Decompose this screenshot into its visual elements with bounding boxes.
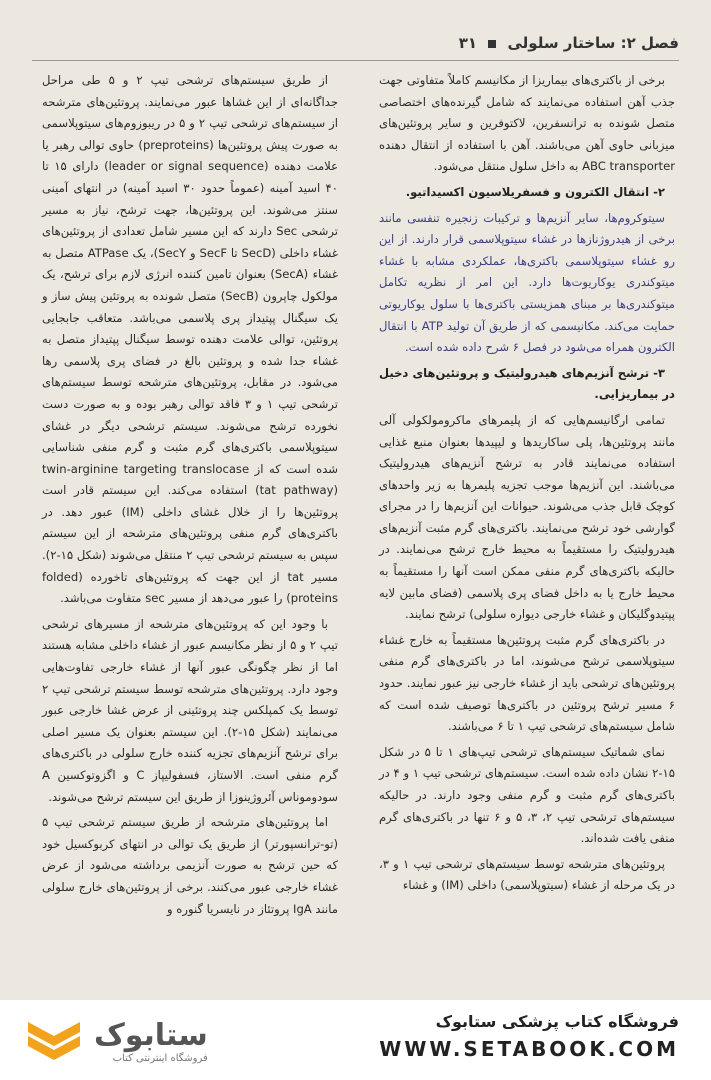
store-url-link[interactable]: WWW.SETABOOK.COM: [379, 1037, 679, 1061]
paragraph: نمای شماتیک سیستم‌های ترشحی تیپ‌های ۱ تا ۵ در شکل ۱۵-۲ نشان داده شده است. سیستم‌های ترشحی تیپ ۱ و ۴ در باکتری‌های گرم مثبت و گرم منفی وجود دارند. در حالیکه سیستم‌های ترشحی تیپ ۲، ۳، ۵ و ۶ تنها در باکتری‌های گرم منفی یافت شده‌اند.: [379, 744, 675, 846]
chevron-logo-icon: [24, 1018, 84, 1064]
header-rule: [32, 60, 679, 61]
store-info: [379, 1012, 679, 1061]
page-number: ۳۱: [458, 34, 478, 52]
setabook-logo[interactable]: [24, 1014, 274, 1068]
paragraph: برخی از باکتری‌های بیماریزا از مکانیسم کاملاً متفاوتی جهت جذب آهن استفاده می‌نمایند که شامل گیرنده‌های اختصاصی متصل شونده به ترانسفرین، لاکتوفرین و سایر پروتئین‌های میزبانی حاوی آهن می‌باشند. آهن با استفاده از انتقال دهنده ABC transporter به داخل سلول منتقل می‌شود.: [379, 73, 675, 174]
store-footer: [0, 1000, 711, 1080]
paragraph: پروتئین‌های مترشحه توسط سیستم‌های ترشحی تیپ ۱ و ۳، در یک مرحله از غشاء (سیتوپلاسمی) داخلی (IM) و غشاء: [379, 856, 675, 893]
logo-text: ستابوک: [94, 1018, 208, 1053]
page-header: [32, 28, 679, 58]
paragraph: اما پروتئین‌های مترشحه از طریق سیستم ترشحی تیپ ۵ (تو-ترانسپورتر) از طریق یک توالی در انتهای کربوکسیل خود که حین ترشح به صورت آنزیمی برداشته می‌شود از عرض غشاء خارجی عبور می‌کنند. برخی از پروتئین‌های خارج سلولی مانند IgA پروتئاز در نایسریا گنوره و: [42, 815, 338, 916]
right-column: [379, 70, 675, 901]
paragraph: تمامی ارگانیسم‌هایی که از پلیمرهای ماکرومولکولی آلی مانند پروتئین‌ها، پلی ساکاریدها و لیپیدها بعنوان منبع غذایی استفاده می‌نمایند قادر به ترشح آنزیم‌های هیدرولیتیک می‌باشند. این آنزیم‌ها موجب تجزیه پلیمرها به زیر واحدهای کوچک قابل جذب می‌شوند. حیوانات این آنزیم‌ها را در مجرای گوارشی خود ترشح می‌نمایند. باکتری‌های گرم مثبت آنزیم‌های هیدرولیتیک را مستقیماً به محیط خارج ترشح می‌نمایند. در حالیکه باکتری‌های گرم منفی ممکن است آنها را مستقیماً به محیط خارج یا به داخل فضای پری پلاسمی (فضای مابین لایه پپتیدوگلیکان و غشاء خارجی دیواره سلولی) ترشح نمایند.: [379, 412, 675, 622]
square-bullet-icon: [488, 40, 496, 48]
paragraph: از طریق سیستم‌های ترشحی تیپ ۲ و ۵ طی مراحل جداگانه‌ای از این غشاها عبور می‌نمایند. پروتئین‌های مترشحه از سیستم‌های ترشحی تیپ ۲ و ۵ در ریبوزوم‌های سیتوپلاسمی به صورت پیش پروتئین‌ها (preproteins) حاوی توالی رهبر یا علامت دهنده (leader or signal sequence) دارای ۱۵ تا ۴۰ اسید آمینه (عموماً حدود ۳۰ اسید آمینه) در انتهای آمینی سنتز می‌شوند. این پروتئین‌ها، جهت ترشح، نیاز به مسیر ترشحی Sec دارند که این مسیر شامل تعدادی از پروتئین‌های غشاء داخلی (SecD تا SecF و SecY)، یک ATPase متصل به غشاء (SecA) بعنوان تامین کننده انرژی لازم برای ترشح، یک مولکول چاپرون (SecB) متصل شونده به پروتئین پیش ساز و یک سیگنال پپتیداز پری پلاسمی می‌باشد. متعاقب جابجایی پروتئین، توالی علامت دهنده توسط سیگنال پپتیداز متصل به غشاء جدا شده و پروتئین بالغ در فضای پری پلاسمی رها می‌شود. در مقابل، پروتئین‌های مترشحه توسط سیستم‌های ترشحی تیپ ۱ و ۳ فاقد توالی رهبر بوده و به صورت دست نخورده ترشح می‌شوند. سیستم ترشحی دیگر در غشای سیتوپلاسمی باکتری‌های گرم مثبت و گرم منفی شناسایی شده است که از twin-arginine targeting translocase (tat pathway) استفاده می‌کند. این سیستم قادر است پروتئین‌ها را از خلال غشای داخلی (IM) عبور دهد. در باکتری‌های گرم منفی پروتئین‌های مترشحه از این سیستم سپس به سیستم ترشحی تیپ ۲ منتقل می‌شوند (شکل ۱۵-۲). مسیر tat از این جهت که پروتئین‌های تاخورده (folded proteins) را عبور می‌دهد از مسیر sec متفاوت می‌باشد.: [42, 73, 339, 606]
left-column: [42, 70, 338, 924]
section-heading: ۳- ترشح آنزیم‌های هیدرولیتیک و پروتئین‌های دخیل در بیماریزایی.: [379, 365, 675, 402]
store-title: فروشگاه کتاب پزشکی ستابوک: [435, 1012, 679, 1031]
chapter-label: فصل ۲: ساختار سلولی: [507, 34, 679, 52]
paragraph: در باکتری‌های گرم مثبت پروتئین‌ها مستقیماً به خارج غشاء سیتوپلاسمی ترشح می‌شوند، اما در باکتری‌های گرم منفی پروتئین‌های ترشحی باید از غشاء خارجی نیز عبور نمایند. حدود ۶ مسیر ترشح پروتئین در باکتری‌ها توصیف شده است که شامل سیستم‌های ترشحی تیپ ۱ تا ۶ می‌باشند.: [379, 632, 675, 734]
chapter-title: [459, 34, 679, 52]
logo-subtitle: فروشگاه اینترنتی کتاب: [112, 1053, 208, 1064]
paragraph: سیتوکروم‌ها، سایر آنزیم‌ها و ترکیبات زنجیره تنفسی مانند برخی از هیدروژنازها در غشاء سیتوپلاسمی قرار دارند. از این رو غشاء سیتوپلاسمی باکتری‌ها، عملکردی مشابه با غشاء میتوکندری یوکاریوت‌ها دارد. این امر از نظریه تکامل میتوکندری‌ها بر مبنای همزیستی باکتری‌ها با سلول یوکاریوتی حمایت می‌کند. مکانیسمی که از طریق آن تولید ATP با انتقال الکترون همراه می‌شود در فصل ۶ شرح داده شده است.: [379, 210, 675, 355]
paragraph: با وجود این که پروتئین‌های مترشحه از مسیرهای ترشحی تیپ ۲ و ۵ از نظر مکانیسم عبور از غشاء داخلی مشابه هستند اما از نظر چگونگی عبور آنها از غشاء خارجی تفاوت‌هایی وجود دارد. پروتئین‌های مترشحه توسط سیستم ترشحی تیپ ۲ توسط یک کمپلکس چند پروتئینی از عرض غشا خارجی عبور می‌نمایند (شکل ۱۵-۲). این سیستم بعنوان یک مسیر اصلی برای ترشح آنزیم‌های تجزیه کننده خارج سلولی در باکتری‌های گرم منفی است. الاستاز، فسفولیپاز C و اگزوتوکسین A سودوموناس آئروژینوزا از طریق این سیستم ترشح می‌شوند.: [42, 616, 339, 804]
section-heading: ۲- انتقال الکترون و فسفریلاسیون اکسیداتیو.: [405, 184, 665, 199]
